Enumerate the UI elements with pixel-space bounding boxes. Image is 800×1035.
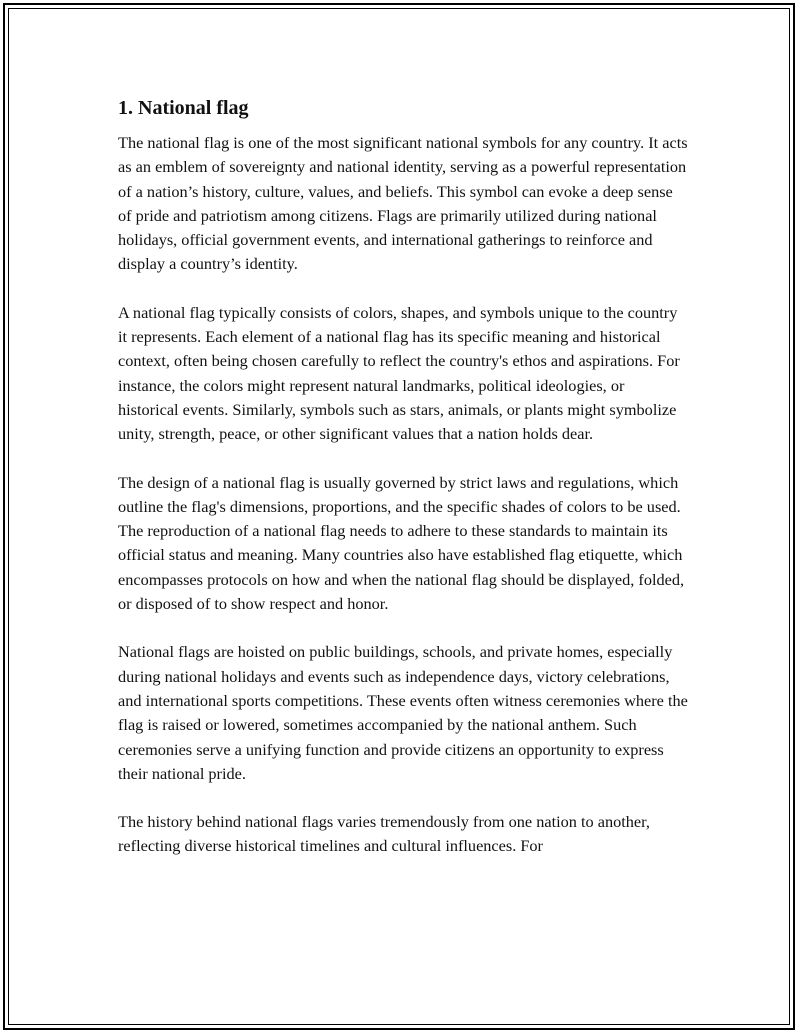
paragraph-1: The national flag is one of the most significant national symbols for any country. It acts as an emblem of sovereignty and national identity, serving as a powerful representation of a nation’s history, culture, values, and beliefs. This symbol can evoke a deep sense of pride and patriotism among citizens. Flags are primarily utilized during national holidays, official government events, and international gatherings to reinforce and display a country’s identity. <box>118 133 688 274</box>
section-heading: 1. National flag <box>118 97 249 119</box>
paragraph-3: The design of a national flag is usually governed by strict laws and regulations, which outline the flag's dimensions, proportions, and the specific shades of colors to be used. The reproduction of a national flag needs to adhere to these standards to maintain its official status and meaning. Many countries also have established flag etiquette, which encompasses protocols on how and when the national flag should be displayed, folded, or disposed of to show respect and honor. <box>118 472 685 614</box>
document-body <box>118 95 688 883</box>
paragraph-5: The history behind national flags varies tremendously from one nation to another, reflecting diverse historical timelines and cultural influences. For <box>118 812 650 856</box>
paragraph-2: A national flag typically consists of colors, shapes, and symbols unique to the country it represents. Each element of a national flag has its specific meaning and historical context, often being chosen carefully to reflect the country's ethos and aspirations. For instance, the colors might represent natural landmarks, political ideologies, or historical events. Similarly, symbols such as stars, animals, or plants might symbolize unity, strength, peace, or other significant values that a nation holds dear. <box>118 302 680 444</box>
paragraph-4: National flags are hoisted on public buildings, schools, and private homes, especially during national holidays and events such as independence days, victory celebrations, and international sports competitions. These events often witness ceremonies where the flag is raised or lowered, sometimes accompanied by the national anthem. Such ceremonies serve a unifying function and provide citizens an opportunity to express their national pride. <box>118 642 688 783</box>
